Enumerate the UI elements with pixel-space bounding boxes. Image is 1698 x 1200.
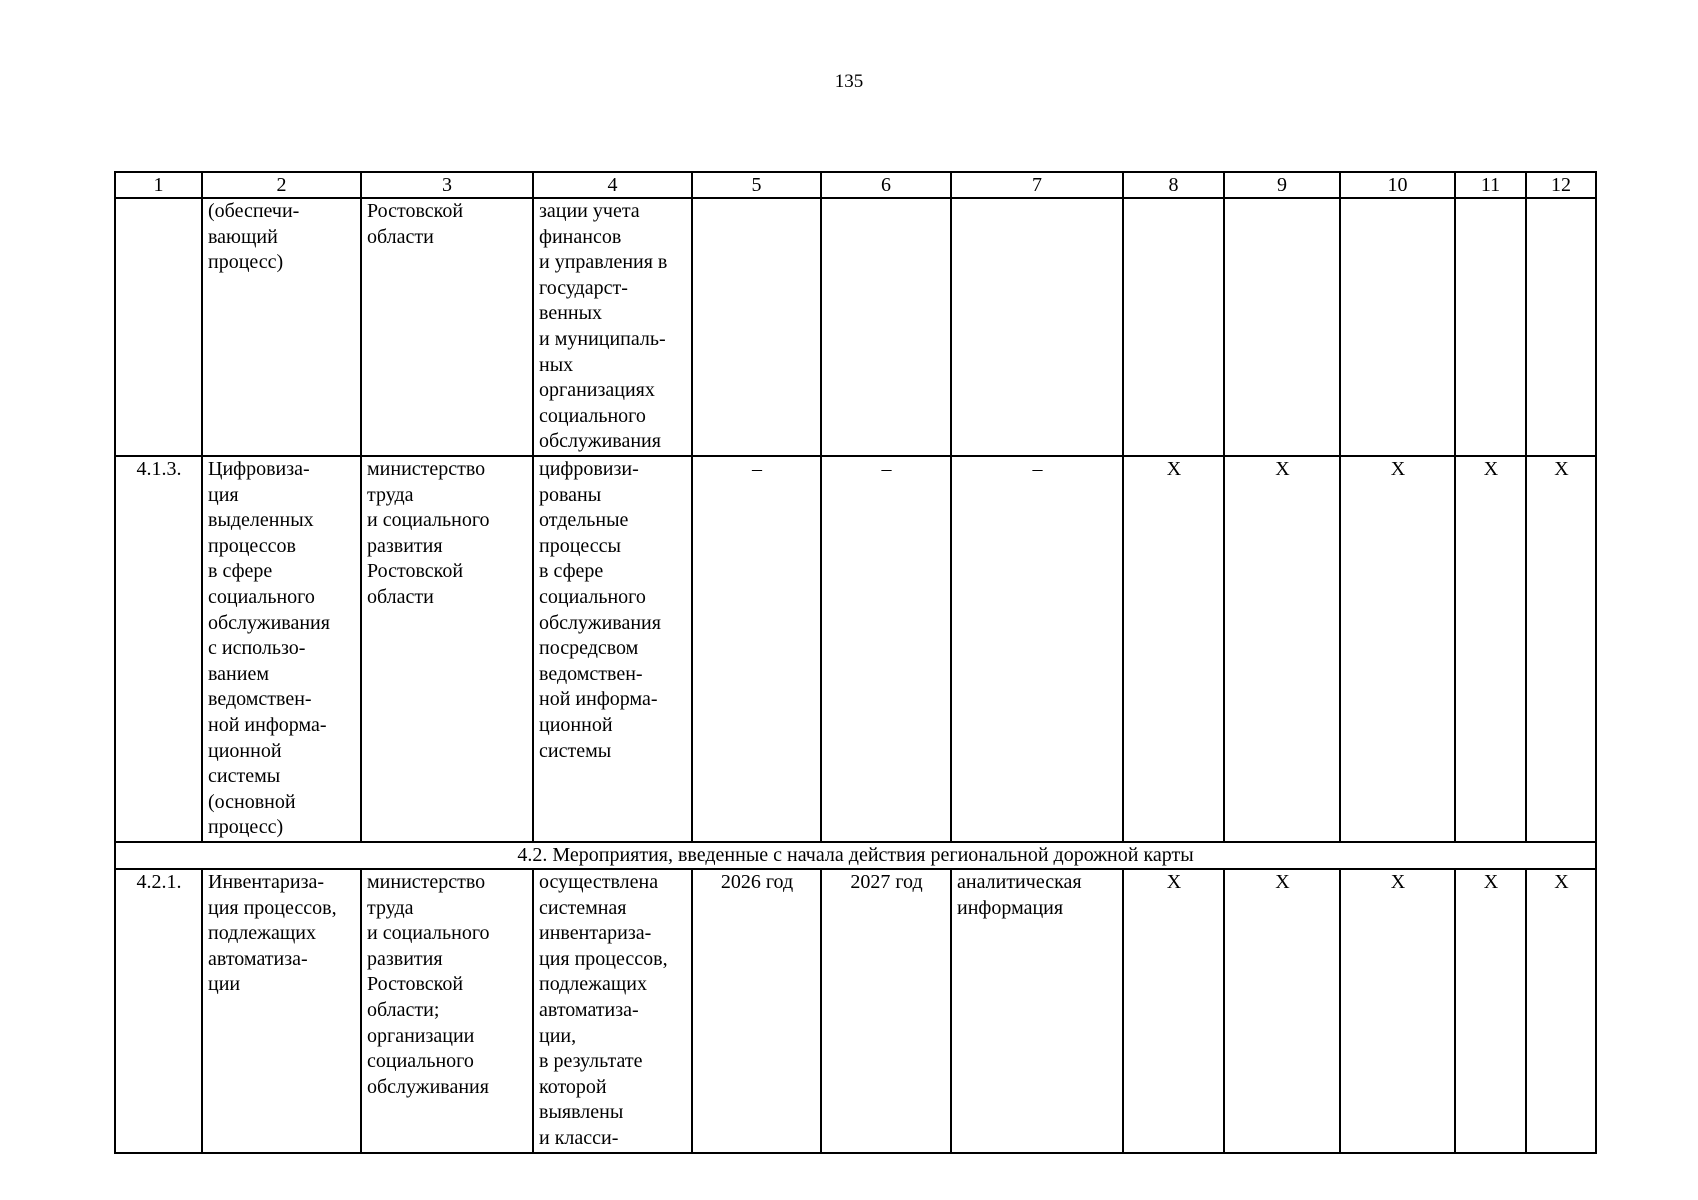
cell-text-line: Инвентариза-: [208, 871, 325, 893]
cell-text-line: информация: [957, 896, 1064, 919]
end-date-cell: [821, 198, 951, 456]
control-document-cell: [951, 869, 1123, 1153]
section-title: 4.2. Мероприятия, введенные с начала действия региональной дорожной карты: [115, 842, 1596, 869]
responsible-cell: [361, 456, 533, 842]
cell-text-line: подлежащих: [208, 922, 316, 945]
cell-text-line: министерство: [367, 458, 486, 480]
cell-text-line: социального: [208, 585, 315, 608]
mark-cell: Х: [1123, 456, 1224, 842]
cell-text-line: в сфере: [539, 560, 604, 583]
header-cell: 2: [202, 172, 361, 198]
activity-name-cell: [202, 456, 361, 842]
result-cell: [533, 198, 692, 456]
header-cell: 10: [1340, 172, 1455, 198]
result-cell: [533, 456, 692, 842]
cell-text-line: системы: [208, 765, 281, 788]
cell-text-line: развития: [367, 947, 443, 970]
mark-cell: Х: [1340, 456, 1455, 842]
cell-text-line: посредсвом: [539, 637, 639, 660]
table-row: [115, 198, 1596, 456]
cell-text-line: цифровизи-: [539, 458, 639, 480]
cell-text-line: и социального: [367, 509, 490, 532]
cell-text-line: процессов: [208, 534, 296, 557]
cell-text-line: и муниципаль-: [539, 327, 666, 350]
result-cell: [533, 869, 692, 1153]
cell-text-line: организации: [367, 1024, 475, 1047]
mark-cell: [1526, 198, 1596, 456]
cell-text-line: социального: [539, 585, 646, 608]
cell-text-line: ведомствен-: [539, 662, 643, 685]
mark-cell: [1123, 198, 1224, 456]
header-cell: 7: [951, 172, 1123, 198]
cell-text-line: организациях: [539, 379, 655, 402]
cell-text-line: –: [1032, 458, 1043, 480]
header-cell: 3: [361, 172, 533, 198]
cell-text-line: процесс): [208, 816, 284, 839]
mark-cell: Х: [1455, 869, 1526, 1153]
cell-text-line: ция процессов,: [539, 947, 668, 970]
table-row: [115, 456, 1596, 842]
header-cell: 4: [533, 172, 692, 198]
cell-text-line: Ростовской: [367, 560, 464, 583]
cell-text-line: ционной: [539, 713, 613, 736]
cell-text-line: социального: [367, 1050, 474, 1073]
control-document-cell: [951, 456, 1123, 842]
header-cell: 12: [1526, 172, 1596, 198]
mark-cell: [1455, 198, 1526, 456]
cell-text-line: вающий: [208, 225, 278, 248]
table-row: [115, 869, 1596, 1153]
cell-text-line: (обеспечи-: [208, 200, 300, 222]
cell-text-line: процессы: [539, 534, 621, 557]
cell-text-line: обслуживания: [539, 611, 661, 634]
cell-text-line: государст-: [539, 276, 628, 299]
document-table: [114, 171, 1597, 1154]
cell-text-line: и класси-: [539, 1126, 619, 1149]
row-number-cell: 4.2.1.: [115, 869, 202, 1153]
cell-text-line: процесс): [208, 251, 284, 274]
cell-text-line: труда: [367, 896, 414, 919]
cell-text-line: и социального: [367, 922, 490, 945]
header-cell: 9: [1224, 172, 1340, 198]
cell-text-line: области: [367, 225, 434, 248]
cell-text-line: финансов: [539, 225, 622, 248]
mark-cell: Х: [1224, 456, 1340, 842]
mark-cell: Х: [1526, 869, 1596, 1153]
cell-text-line: Цифровиза-: [208, 458, 310, 480]
responsible-cell: [361, 198, 533, 456]
cell-text-line: труда: [367, 483, 414, 506]
cell-text-line: и управления в: [539, 251, 668, 274]
cell-text-line: автоматиза-: [208, 947, 308, 970]
cell-text-line: ных: [539, 353, 574, 376]
mark-cell: [1340, 198, 1455, 456]
cell-text-line: ванием: [208, 662, 269, 685]
mark-cell: Х: [1224, 869, 1340, 1153]
cell-text-line: ной информа-: [208, 713, 327, 736]
cell-text-line: зации учета: [539, 200, 640, 222]
start-date-cell: [692, 198, 821, 456]
cell-text-line: области: [367, 585, 434, 608]
start-date-cell: –: [692, 456, 821, 842]
cell-text-line: подлежащих: [539, 973, 647, 996]
cell-text-line: области;: [367, 998, 440, 1021]
mark-cell: Х: [1455, 456, 1526, 842]
cell-text-line: обслуживания: [208, 611, 330, 634]
cell-text-line: ция процессов,: [208, 896, 337, 919]
cell-text-line: осуществлена: [539, 871, 659, 893]
cell-text-line: Ростовской: [367, 200, 464, 222]
cell-text-line: выявлены: [539, 1101, 624, 1124]
cell-text-line: инвентариза-: [539, 922, 652, 945]
activity-name-cell: [202, 198, 361, 456]
cell-text-line: рованы: [539, 483, 602, 506]
cell-text-line: с использо-: [208, 637, 306, 660]
cell-text-line: которой: [539, 1075, 607, 1098]
cell-text-line: министерство: [367, 871, 486, 893]
end-date-cell: 2027 год: [821, 869, 951, 1153]
control-document-cell: [951, 198, 1123, 456]
cell-text-line: ции,: [539, 1024, 577, 1047]
cell-text-line: развития: [367, 534, 443, 557]
responsible-cell: [361, 869, 533, 1153]
cell-text-line: Ростовской: [367, 973, 464, 996]
mark-cell: [1224, 198, 1340, 456]
cell-text-line: ной информа-: [539, 688, 658, 711]
cell-text-line: в сфере: [208, 560, 273, 583]
cell-text-line: (основной: [208, 790, 296, 813]
cell-text-line: системная: [539, 896, 627, 919]
cell-text-line: социального: [539, 404, 646, 427]
mark-cell: Х: [1526, 456, 1596, 842]
cell-text-line: ция: [208, 483, 239, 506]
table-header-row: [115, 172, 1596, 198]
section-heading-row: [115, 842, 1596, 869]
cell-text-line: ционной: [208, 739, 282, 762]
cell-text-line: в результате: [539, 1050, 643, 1073]
header-cell: 5: [692, 172, 821, 198]
cell-text-line: системы: [539, 739, 612, 762]
header-cell: 8: [1123, 172, 1224, 198]
page-number: 135: [834, 71, 864, 92]
header-cell: 11: [1455, 172, 1526, 198]
end-date-cell: –: [821, 456, 951, 842]
mark-cell: Х: [1340, 869, 1455, 1153]
cell-text-line: выделенных: [208, 509, 314, 532]
row-number-cell: 4.1.3.: [115, 456, 202, 842]
cell-text-line: ции: [208, 973, 241, 996]
cell-text-line: обслуживания: [539, 430, 661, 453]
cell-text-line: венных: [539, 302, 603, 325]
cell-text-line: аналитическая: [957, 871, 1082, 893]
header-cell: 1: [115, 172, 202, 198]
mark-cell: Х: [1123, 869, 1224, 1153]
cell-text-line: отдельные: [539, 509, 629, 532]
activity-name-cell: [202, 869, 361, 1153]
header-cell: 6: [821, 172, 951, 198]
cell-text-line: автоматиза-: [539, 998, 639, 1021]
cell-text-line: ведомствен-: [208, 688, 312, 711]
start-date-cell: 2026 год: [692, 869, 821, 1153]
row-number-cell: [115, 198, 202, 456]
cell-text-line: обслуживания: [367, 1075, 489, 1098]
